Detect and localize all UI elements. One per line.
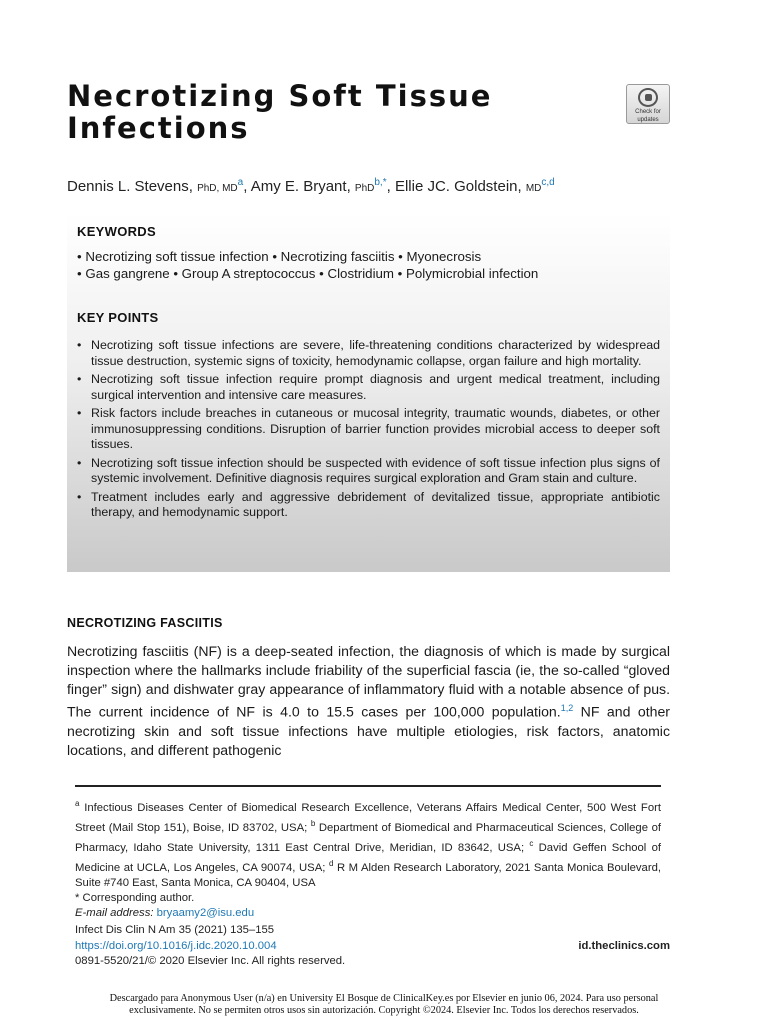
key-point-item: • Necrotizing soft tissue infection should be suspected with evidence of soft tissue infection plus signs of systemic involvement. Definitive diagnosis requires surgical exploration and Gram stain and culture.: [77, 456, 660, 487]
author-2-affiliation[interactable]: b,*: [374, 177, 387, 188]
badge-text-line1: Check for: [635, 109, 661, 115]
email-link[interactable]: bryaamy2@isu.edu: [156, 907, 255, 920]
reference-link[interactable]: 1,2: [560, 703, 574, 713]
article-title: Necrotizing Soft Tissue Infections: [67, 79, 493, 145]
key-point-item: • Risk factors include breaches in cutaneous or mucosal integrity, traumatic wounds, diabetes, or other immunosuppressing conditions. Disruption of barrier function provides microbial access to deeper soft tissues.: [77, 406, 660, 453]
doi-link[interactable]: https://doi.org/10.1016/j.idc.2020.10.004: [75, 939, 277, 952]
affiliation-marker: d: [328, 858, 334, 868]
journal-citation: Infect Dis Clin N Am 35 (2021) 135–155: [75, 924, 275, 936]
body-paragraph: [67, 642, 670, 760]
author-3-name: , Ellie JC. Goldstein,: [386, 178, 522, 195]
update-icon: [638, 88, 658, 107]
affiliations: [75, 796, 661, 891]
key-points-list: [77, 338, 660, 524]
badge-text-line2: updates: [637, 117, 659, 123]
download-notice-line: exclusivamente. No se permiten otros usos sin autorización. Copyright ©2024. Elsevier Inc. Todos los derechos reservados.: [129, 1005, 639, 1016]
author-1-name: Dennis L. Stevens,: [67, 178, 193, 195]
author-1-affiliation[interactable]: a: [237, 177, 244, 188]
citation-block: [75, 923, 670, 970]
affiliation-marker: a: [75, 799, 80, 808]
key-point-item: • Necrotizing soft tissue infection require prompt diagnosis and urgent medical treatment, including surgical intervention and intensive care measures.: [77, 372, 660, 403]
key-point-item: • Treatment includes early and aggressive debridement of devitalized tissue, appropriate antibiotic therapy, and hemodynamic support.: [77, 490, 660, 521]
download-notice-line: Descargado para Anonymous User (n/a) en University El Bosque de ClinicalKey.es por Elsevier en junio 06, 2024. Para uso personal: [109, 993, 659, 1004]
keywords-keypoints-box: [67, 212, 670, 572]
author-2-degree: PhD: [354, 183, 375, 194]
keywords-line: • Necrotizing soft tissue infection • Necrotizing fasciitis • Myonecrosis: [77, 249, 482, 264]
download-notice: [0, 993, 768, 1017]
check-for-updates-badge[interactable]: [626, 84, 670, 124]
corresponding-author: * Corresponding author.: [75, 892, 195, 905]
affiliation-text: R M Alden Research Laboratory, 2021 Santa Monica Boulevard, Suite #740 East, Santa Monica, CA 90404, USA: [75, 861, 661, 889]
author-list: [67, 173, 555, 199]
keywords-list: [77, 248, 667, 282]
author-3-affiliation[interactable]: c,d: [541, 177, 555, 188]
affiliation-text: Department of Biomedical and Pharmaceutical Sciences, College of Pharmacy, Idaho State University, 1311 East Central Drive, Meridian, ID 83642, USA;: [75, 821, 661, 854]
author-1-degree: PhD, MD: [197, 183, 238, 194]
keywords-heading: KEYWORDS: [77, 224, 156, 239]
affiliation-marker: c: [529, 838, 534, 848]
copyright: 0891-5520/21/© 2020 Elsevier Inc. All rights reserved.: [75, 955, 346, 967]
body-text: NF and other necrotizing skin and soft tissue infections have multiple etiologies, risk factors, anatomic locations, and different pathogenic: [67, 703, 670, 758]
section-heading: NECROTIZING FASCIITIS: [67, 616, 223, 630]
key-points-heading: KEY POINTS: [77, 310, 159, 325]
email-line: [75, 906, 661, 921]
journal-site[interactable]: id.theclinics.com: [578, 940, 670, 952]
keywords-line: • Gas gangrene • Group A streptococcus • Clostridium • Polymicrobial infection: [77, 266, 539, 281]
author-2-name: , Amy E. Bryant,: [243, 178, 351, 195]
footnote-divider: [75, 785, 661, 787]
footnotes: [75, 796, 661, 921]
author-3-degree: MD: [525, 183, 542, 194]
affiliation-text: David Geffen School of Medicine at UCLA, Los Angeles, CA 90074, USA;: [75, 841, 661, 874]
email-label: E-mail address:: [75, 907, 154, 920]
key-point-item: • Necrotizing soft tissue infections are severe, life-threatening conditions characterized by widespread tissue destruction, systemic signs of toxicity, hemodynamic collapse, organ failure and high mortality.: [77, 338, 660, 369]
affiliation-text: Infectious Diseases Center of Biomedical Research Excellence, Veterans Affairs Medical Center, 500 West Fort Street (Mail Stop 151), Boise, ID 83702, USA;: [75, 801, 661, 834]
affiliation-marker: b: [310, 818, 316, 828]
body-text: Necrotizing fasciitis (NF) is a deep-seated infection, the diagnosis of which is made by surgical inspection where the hallmarks include friability of the superficial fascia (ie, the so-called “gloved finger” sign) and dishwater gray appearance of inflammatory fluid with a notable absence of pus. The current incidence of NF is 4.0 to 15.5 cases per 100,000 population.: [67, 643, 670, 720]
